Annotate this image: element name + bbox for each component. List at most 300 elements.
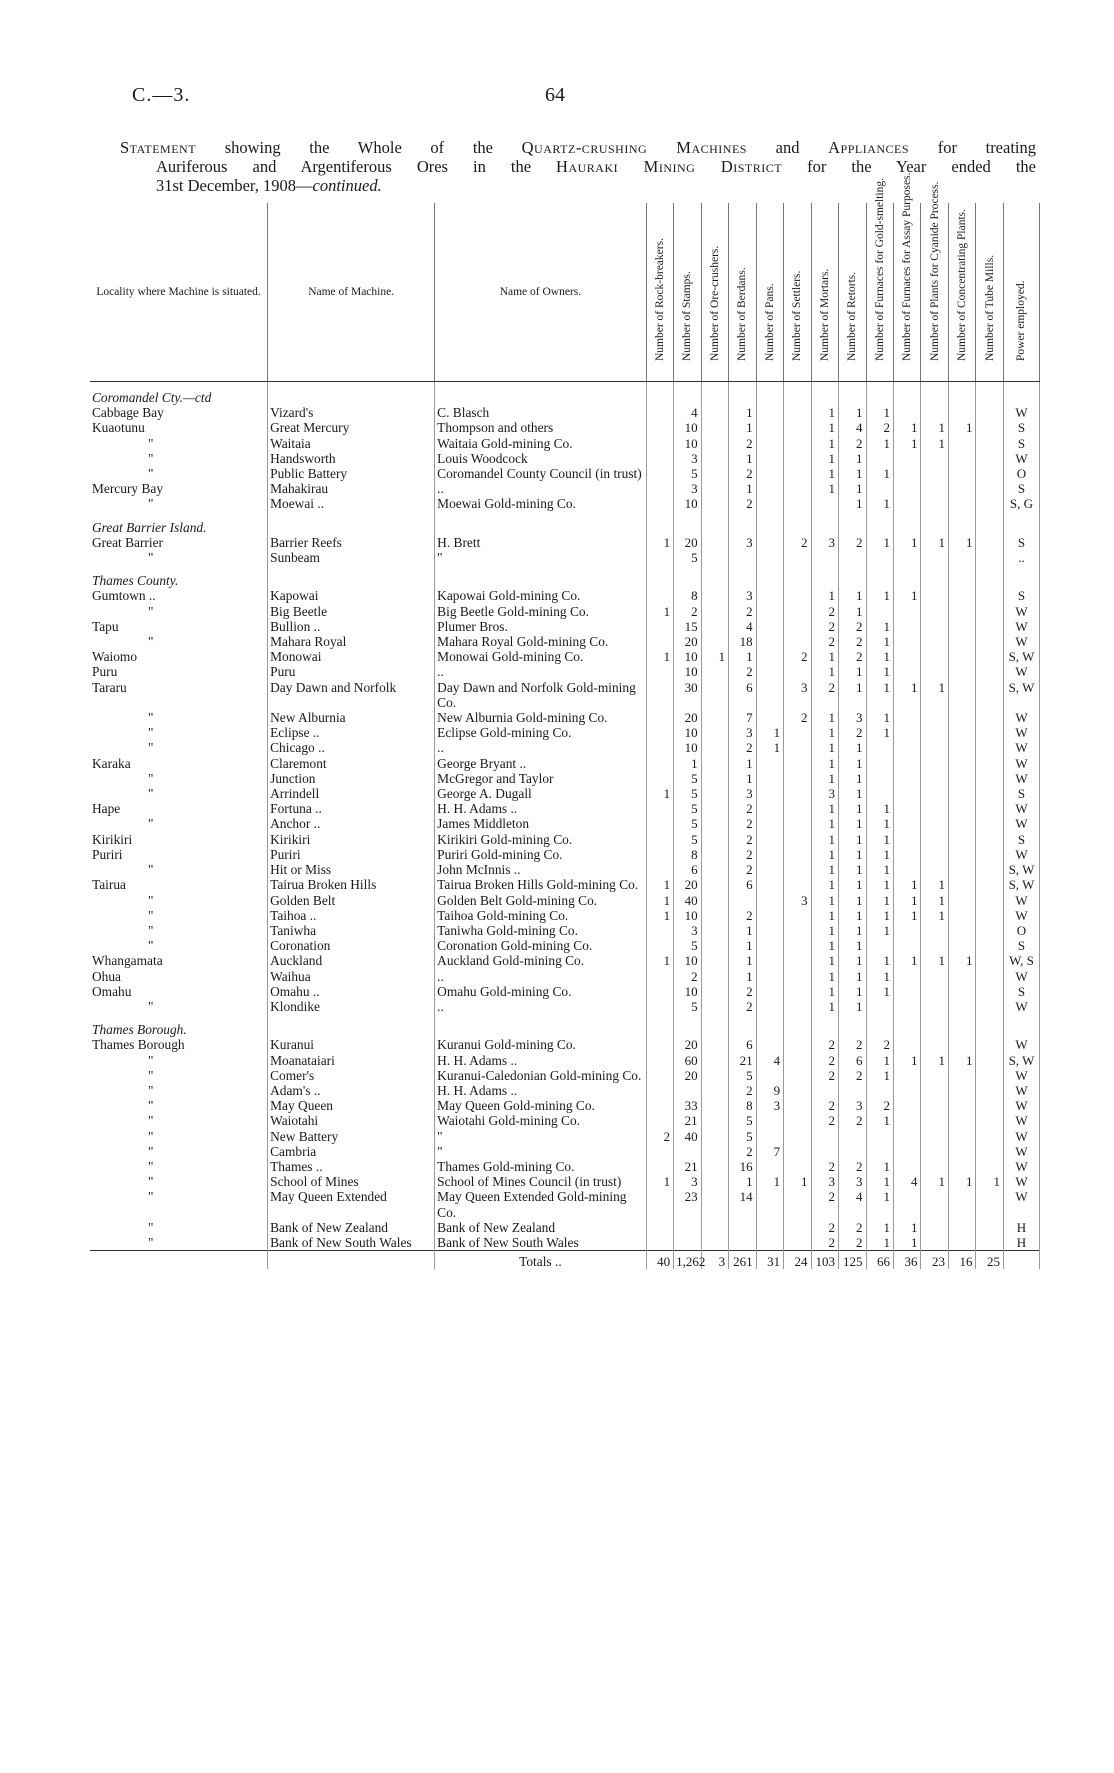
count-cell [921,999,948,1014]
table-row [90,740,1040,755]
table-row [90,649,1040,664]
statement-sc-text: Hauraki Mining District [556,157,783,176]
table-row [90,816,1040,831]
empty-cell [811,382,838,406]
header-col-label: Number of Berdans. [736,267,749,361]
count-cell [756,1220,783,1235]
count-cell [948,771,975,786]
owner-cell: Coronation Gold-mining Co. [435,938,646,953]
count-cell [784,969,811,984]
count-cell: 1 [839,771,866,786]
count-cell: 2 [811,604,838,619]
power-cell: W [1003,1098,1039,1113]
count-cell [756,1129,783,1144]
count-cell [784,664,811,679]
empty-cell [268,1014,435,1037]
count-cell [784,496,811,511]
count-cell [701,923,728,938]
count-cell: 10 [674,420,701,435]
count-cell [756,710,783,725]
count-cell: 8 [674,847,701,862]
power-cell: W [1003,847,1039,862]
count-cell: 1 [839,496,866,511]
power-cell: W [1003,740,1039,755]
count-cell: 1 [866,664,893,679]
count-cell: 33 [674,1098,701,1113]
count-cell [701,1037,728,1052]
count-cell: 4 [839,420,866,435]
count-cell: 1 [866,710,893,725]
locality-cell: " [90,496,268,511]
count-cell [866,604,893,619]
count-cell [976,619,1003,634]
count-cell [921,1129,948,1144]
count-cell [921,664,948,679]
count-cell: 10 [674,725,701,740]
count-cell [921,1189,948,1219]
power-cell: W [1003,1174,1039,1189]
count-cell [894,725,921,740]
count-cell: 2 [839,535,866,550]
machine-cell: Bank of New Zealand [268,1220,435,1235]
machine-cell: Golden Belt [268,893,435,908]
count-cell [976,953,1003,968]
count-cell: 1 [811,756,838,771]
count-cell: 1 [894,953,921,968]
empty-cell [921,1014,948,1037]
power-cell: W [1003,999,1039,1014]
count-cell: 1 [866,405,893,420]
empty-cell [701,565,728,588]
locality-cell: " [90,771,268,786]
count-cell [701,862,728,877]
count-cell: 3 [784,893,811,908]
count-cell [756,877,783,892]
header-power [1003,203,1039,382]
count-cell [894,451,921,466]
count-cell [921,938,948,953]
power-cell: O [1003,923,1039,938]
empty-cell [866,512,893,535]
count-cell [976,832,1003,847]
empty-cell [268,382,435,406]
table-row [90,1235,1040,1251]
owner-cell: " [435,550,646,565]
count-cell: 1 [646,1174,673,1189]
table-row [90,1037,1040,1052]
count-cell [976,740,1003,755]
count-cell: 1 [866,877,893,892]
owner-cell: McGregor and Taylor [435,771,646,786]
locality-cell: " [90,451,268,466]
count-cell [866,786,893,801]
locality-cell: " [90,550,268,565]
power-cell: S [1003,984,1039,999]
empty-cell [756,382,783,406]
locality-cell: Kuaotunu [90,420,268,435]
count-cell: 10 [674,664,701,679]
machine-cell: Fortuna .. [268,801,435,816]
count-cell [976,999,1003,1014]
count-cell: 1 [811,405,838,420]
count-cell: 1 [866,1053,893,1068]
count-cell [701,1083,728,1098]
power-cell: W [1003,1068,1039,1083]
count-cell [921,816,948,831]
count-cell: 15 [674,619,701,634]
machine-cell: Barrier Reefs [268,535,435,550]
empty-cell [701,512,728,535]
locality-cell: " [90,862,268,877]
count-cell [976,1113,1003,1128]
owner-cell: Waitaia Gold-mining Co. [435,436,646,451]
count-cell [976,496,1003,511]
count-cell: 23 [674,1189,701,1219]
count-cell: 21 [674,1113,701,1128]
count-cell: 3 [839,1098,866,1113]
locality-cell: " [90,710,268,725]
count-cell [976,466,1003,481]
total-cell: 3 [701,1251,728,1270]
locality-cell: Thames Borough [90,1037,268,1052]
count-cell [674,1083,701,1098]
table-row [90,420,1040,435]
count-cell [976,680,1003,710]
statement-text: and [746,138,829,157]
count-cell [948,710,975,725]
table-row [90,862,1040,877]
power-cell: W [1003,405,1039,420]
locality-cell: Tairua [90,877,268,892]
count-cell [646,481,673,496]
count-cell [866,756,893,771]
count-cell [701,999,728,1014]
count-cell [976,1129,1003,1144]
empty-cell [784,1014,811,1037]
count-cell: 2 [866,1037,893,1052]
count-cell [784,1235,811,1251]
count-cell: 1 [811,816,838,831]
count-cell: 1 [839,832,866,847]
machine-cell: Hit or Miss [268,862,435,877]
header-col-12 [976,203,1003,382]
count-cell [756,953,783,968]
count-cell [701,756,728,771]
count-cell: 2 [811,680,838,710]
count-cell [976,664,1003,679]
machine-cell: Taihoa .. [268,908,435,923]
locality-cell: " [90,1129,268,1144]
owner-cell: John McInnis .. [435,862,646,877]
count-cell: 18 [729,634,756,649]
locality-cell: " [90,1235,268,1251]
empty-cell [866,1014,893,1037]
count-cell: 1 [866,969,893,984]
statement-text: showing the Whole of the [196,138,522,157]
header-col-4 [756,203,783,382]
count-cell [976,786,1003,801]
power-cell: W [1003,1159,1039,1174]
count-cell [948,1235,975,1251]
count-cell: 2 [729,740,756,755]
count-cell: 1 [839,816,866,831]
count-cell [894,405,921,420]
empty-cell [976,382,1003,406]
power-cell: W [1003,1189,1039,1219]
count-cell [894,710,921,725]
empty-cell [976,512,1003,535]
count-cell [756,786,783,801]
count-cell [948,999,975,1014]
count-cell [976,420,1003,435]
count-cell [701,938,728,953]
empty-cell [976,1014,1003,1037]
count-cell: 1 [894,908,921,923]
header-col-label: Number of Retorts. [846,271,859,361]
count-cell [948,1098,975,1113]
empty-cell [756,512,783,535]
count-cell: 2 [839,725,866,740]
count-cell [948,1113,975,1128]
count-cell [784,604,811,619]
count-cell: 40 [674,1129,701,1144]
table-row [90,1129,1040,1144]
table-row [90,938,1040,953]
machine-cell: Eclipse .. [268,725,435,740]
count-cell: 6 [729,680,756,710]
count-cell: 1 [839,877,866,892]
count-cell [948,550,975,565]
count-cell [976,877,1003,892]
machine-cell: Moewai .. [268,496,435,511]
count-cell [646,1189,673,1219]
count-cell: 1 [839,984,866,999]
count-cell: 10 [674,496,701,511]
count-cell [976,710,1003,725]
count-cell [866,1129,893,1144]
count-cell: 1 [866,496,893,511]
table-row [90,1174,1040,1189]
count-cell [894,1113,921,1128]
count-cell: 2 [839,436,866,451]
count-cell [894,862,921,877]
count-cell [756,1235,783,1251]
section-row [90,565,1040,588]
count-cell: 1 [811,938,838,953]
empty-cell [811,565,838,588]
count-cell [784,725,811,740]
count-cell [976,1053,1003,1068]
power-cell: W [1003,908,1039,923]
count-cell: 1 [839,801,866,816]
total-cell: 24 [784,1251,811,1270]
table-row [90,771,1040,786]
power-cell: W [1003,893,1039,908]
count-cell: 8 [729,1098,756,1113]
count-cell [701,535,728,550]
count-cell [701,420,728,435]
empty-cell [646,1014,673,1037]
owner-cell: Kuranui Gold-mining Co. [435,1037,646,1052]
count-cell [921,1037,948,1052]
count-cell [756,771,783,786]
count-cell: 1 [646,786,673,801]
count-cell [701,725,728,740]
power-cell: S [1003,588,1039,603]
power-cell: S, W [1003,649,1039,664]
count-cell [948,816,975,831]
owner-cell: School of Mines Council (in trust) [435,1174,646,1189]
count-cell: 21 [729,1053,756,1068]
count-cell [894,1037,921,1052]
count-cell [701,1174,728,1189]
table-row [90,1098,1040,1113]
table-row [90,619,1040,634]
count-cell [894,604,921,619]
count-cell [784,451,811,466]
machine-cell: Puriri [268,847,435,862]
count-cell [839,1083,866,1098]
count-cell: 1 [839,740,866,755]
power-cell: S [1003,832,1039,847]
count-cell: 1 [811,740,838,755]
locality-cell: Mercury Bay [90,481,268,496]
count-cell [894,1068,921,1083]
owner-cell: George Bryant .. [435,756,646,771]
count-cell [866,938,893,953]
table-row [90,923,1040,938]
count-cell: 2 [811,1235,838,1251]
count-cell [701,436,728,451]
count-cell [756,999,783,1014]
count-cell [646,1053,673,1068]
owner-cell: James Middleton [435,816,646,831]
count-cell [921,1220,948,1235]
empty-cell [948,512,975,535]
count-cell [646,1098,673,1113]
count-cell: 14 [729,1189,756,1219]
count-cell: 3 [811,535,838,550]
count-cell: 1 [839,786,866,801]
count-cell: 5 [674,816,701,831]
empty-cell [811,1014,838,1037]
count-cell [784,771,811,786]
table-row [90,451,1040,466]
machine-cell: Handsworth [268,451,435,466]
count-cell [646,756,673,771]
count-cell [701,984,728,999]
count-cell: 10 [674,953,701,968]
count-cell: 1 [729,481,756,496]
count-cell: 1 [646,535,673,550]
owner-cell: Bank of New South Wales [435,1235,646,1251]
locality-cell: Waiomo [90,649,268,664]
count-cell [646,466,673,481]
count-cell: 5 [729,1068,756,1083]
count-cell [976,481,1003,496]
machine-cell: Auckland [268,953,435,968]
count-cell [811,550,838,565]
count-cell [948,1189,975,1219]
table-row [90,969,1040,984]
count-cell [701,451,728,466]
count-cell: 1 [811,481,838,496]
locality-cell: " [90,1098,268,1113]
empty-cell [1003,565,1039,588]
document-reference: C.—3. [132,84,191,106]
total-cell: 16 [948,1251,975,1270]
count-cell [866,451,893,466]
header-col-label: Number of Tube Mills. [983,254,996,361]
count-cell [701,1220,728,1235]
count-cell [948,969,975,984]
count-cell: 2 [729,1083,756,1098]
count-cell: 1 [948,1174,975,1189]
machine-cell: New Alburnia [268,710,435,725]
empty-cell [646,382,673,406]
count-cell: 1 [811,862,838,877]
count-cell: 10 [674,984,701,999]
count-cell: 10 [674,436,701,451]
count-cell: 7 [756,1144,783,1159]
count-cell [784,938,811,953]
count-cell [756,862,783,877]
count-cell [921,634,948,649]
count-cell: 2 [729,1144,756,1159]
count-cell [756,1037,783,1052]
count-cell [839,1129,866,1144]
total-cell: 40 [646,1251,673,1270]
table-row [90,1053,1040,1068]
count-cell: 2 [784,710,811,725]
count-cell: 1 [811,649,838,664]
count-cell: 1 [921,680,948,710]
count-cell [921,619,948,634]
count-cell: 5 [729,1129,756,1144]
table-row [90,604,1040,619]
power-cell: W [1003,801,1039,816]
count-cell: 1 [811,847,838,862]
count-cell: 2 [729,816,756,831]
locality-cell: " [90,1159,268,1174]
count-cell [784,877,811,892]
count-cell [646,984,673,999]
count-cell [756,816,783,831]
locality-cell: " [90,786,268,801]
count-cell: 1 [921,436,948,451]
empty-cell [948,1014,975,1037]
count-cell [921,1083,948,1098]
locality-cell: Puriri [90,847,268,862]
table-row [90,756,1040,771]
count-cell: 2 [866,1098,893,1113]
machine-cell: Klondike [268,999,435,1014]
count-cell: 1 [701,649,728,664]
count-cell [701,405,728,420]
owner-cell: Thompson and others [435,420,646,435]
count-cell: 1 [839,664,866,679]
count-cell: 2 [811,619,838,634]
empty-cell [674,565,701,588]
statement-word: Statement [120,138,197,157]
table-body [90,382,1040,1270]
count-cell [756,649,783,664]
count-cell [756,1113,783,1128]
count-cell [894,756,921,771]
count-cell [894,496,921,511]
power-cell: W [1003,604,1039,619]
count-cell: 1 [866,801,893,816]
